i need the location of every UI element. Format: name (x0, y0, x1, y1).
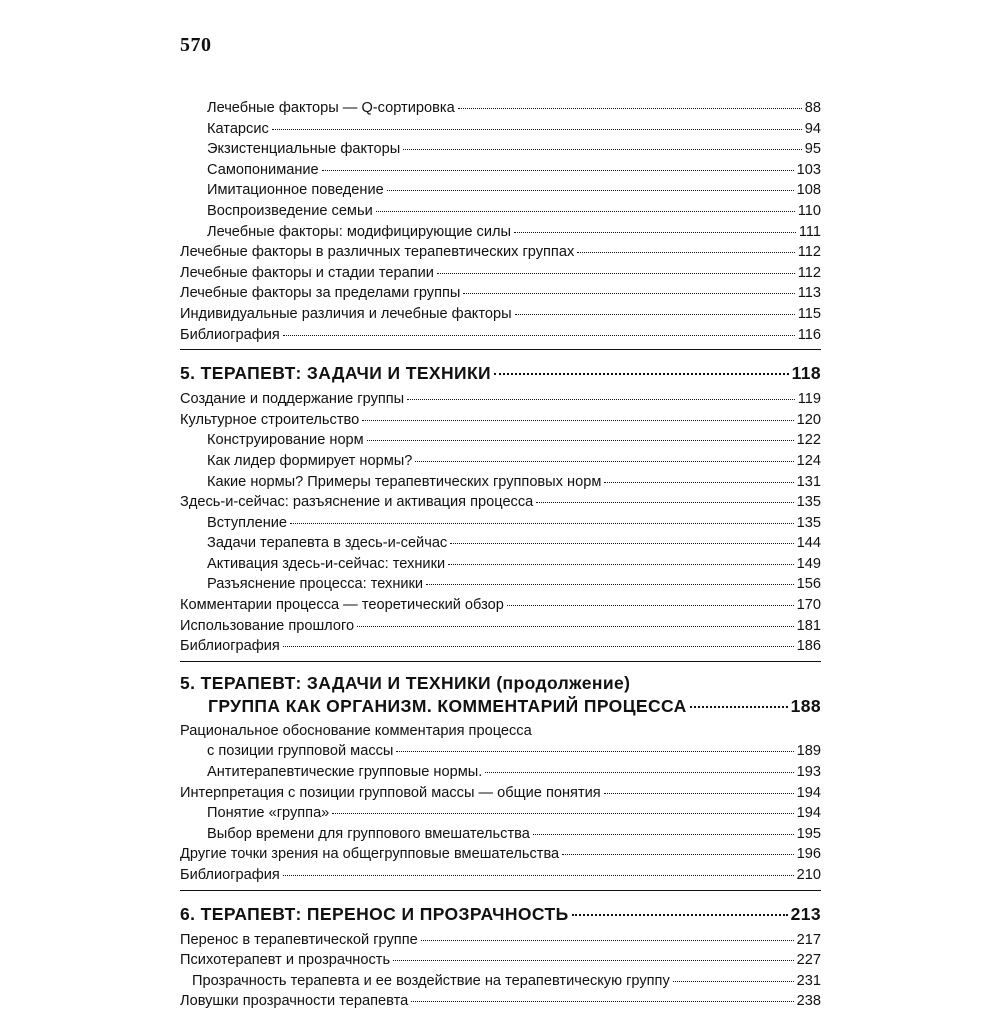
dot-leader (407, 399, 795, 400)
toc-entry-label: Лечебные факторы — Q-сортировка (207, 100, 455, 116)
toc-entry-page: 210 (796, 867, 821, 883)
toc-entry-label: Понятие «группа» (207, 805, 330, 822)
toc-entry-page: 122 (796, 432, 821, 449)
dot-leader (515, 314, 795, 315)
toc-entry-label: Комментарии процесса — теоретический обзор (180, 597, 504, 614)
page-number: 570 (180, 34, 212, 56)
toc-entry-label: Создание и поддержание группы (180, 391, 405, 408)
toc-entry-page: 120 (796, 411, 821, 428)
toc-entry-page: 131 (796, 473, 821, 490)
dot-leader (393, 960, 794, 961)
dot-leader (290, 523, 794, 524)
dot-leader (514, 232, 796, 233)
toc-entry-label: Как лидер формирует нормы? (207, 452, 413, 469)
toc-entry-label: Другие точки зрения на общегрупповые вмешательства (180, 846, 560, 863)
toc-entry-page: 116 (797, 326, 821, 343)
toc-entry-label: Ловушки прозрачности терапевта (180, 993, 409, 1010)
toc-entry (180, 201, 821, 222)
toc-entry-page: 195 (796, 825, 821, 842)
toc-entry-page: 193 (796, 764, 821, 781)
toc-entry (180, 180, 821, 201)
toc-entry-label: Выбор времени для группового вмешательства (207, 825, 530, 842)
toc-entry-label: Разъяснение процесса: техники (207, 576, 424, 593)
chapter-divider (180, 890, 821, 901)
toc-entry-page: 231 (796, 972, 821, 989)
toc-entry (180, 410, 821, 431)
toc-entry-label: Библиография (180, 867, 280, 883)
toc-entry (180, 304, 821, 325)
toc-entry (180, 783, 821, 804)
toc-entry (180, 554, 821, 575)
toc-entry-page: 135 (796, 494, 821, 511)
dot-leader (572, 914, 788, 916)
toc-entry-label: Использование прошлого (180, 617, 355, 634)
toc-entry (180, 741, 821, 762)
toc-entry (180, 389, 821, 410)
toc-entry-page: 238 (796, 993, 821, 1010)
toc-entry-label: Воспроизведение семьи (207, 202, 373, 219)
toc-entry (180, 762, 821, 783)
dot-leader (426, 584, 794, 585)
toc-entry-page: 95 (804, 141, 821, 158)
dot-leader (690, 706, 788, 708)
toc-entry-page: 94 (804, 120, 821, 137)
dot-leader (283, 875, 794, 876)
toc-entry-label: Лечебные факторы: модифицирующие силы (207, 223, 512, 240)
toc-entry-label: Лечебные факторы в различных терапевтических группах (180, 244, 575, 261)
toc-entry-label: Вступление (207, 514, 288, 531)
toc-entry (180, 824, 821, 845)
toc-entry-label: Экзистенциальные факторы (207, 141, 401, 158)
toc-entry-page: 149 (796, 555, 821, 572)
toc-entry-page: 144 (796, 535, 821, 552)
toc-entry (180, 533, 821, 554)
toc-entry (180, 160, 821, 181)
toc-entry-page: 111 (798, 223, 821, 240)
chapter-divider (180, 661, 821, 672)
toc-entry (180, 803, 821, 824)
toc-entry (180, 263, 821, 284)
dot-leader (437, 273, 795, 274)
dot-leader (283, 646, 794, 647)
toc-entry (180, 930, 821, 951)
dot-leader (494, 373, 789, 375)
toc-entry (180, 865, 821, 886)
chapter-divider (180, 349, 821, 360)
dot-leader (485, 772, 793, 773)
dot-leader (450, 543, 793, 544)
dot-leader (362, 420, 793, 421)
dot-leader (411, 1001, 793, 1002)
dot-leader (536, 502, 793, 503)
dot-leader (376, 211, 795, 212)
toc-entry-label: Интерпретация с позиции групповой массы — общие понятия (180, 784, 601, 801)
toc-entry-label: с позиции групповой массы (207, 743, 394, 760)
toc-entry (180, 991, 821, 1012)
toc-entry-page: 217 (796, 931, 821, 948)
toc-entry-page: 88 (804, 100, 821, 116)
toc-entry-label: Катарсис (207, 120, 269, 137)
toc-entry-page: 135 (796, 514, 821, 531)
toc-entry (180, 139, 821, 160)
chapter-heading (180, 360, 821, 386)
chapter-page: 213 (790, 903, 821, 924)
toc-entry-page: 194 (796, 805, 821, 822)
toc-entry-label: Конструирование норм (207, 432, 364, 449)
dot-leader (283, 335, 795, 336)
toc-entry (180, 242, 821, 263)
toc-entry-page: 170 (796, 597, 821, 614)
toc-entry-page: 112 (797, 264, 821, 281)
dot-leader (322, 170, 794, 171)
toc-entry-label: Антитерапевтические групповые нормы. (207, 764, 483, 781)
toc-entry-label: Перенос в терапевтической группе (180, 931, 418, 948)
toc-entry (180, 325, 821, 346)
toc-entry-page: 186 (796, 638, 821, 655)
toc-entry (180, 98, 821, 119)
toc-entry (180, 595, 821, 616)
table-of-contents (180, 98, 821, 1012)
toc-entry (180, 492, 821, 513)
toc-entry (180, 451, 821, 472)
chapter-title-line2 (180, 695, 821, 718)
dot-leader (403, 149, 802, 150)
toc-entry-page: 110 (797, 202, 821, 219)
toc-entry (180, 950, 821, 971)
chapter-title-continued: (продолжение) (496, 672, 631, 693)
dot-leader (458, 108, 802, 109)
toc-entry-label: Имитационное поведение (207, 182, 384, 199)
dot-leader (604, 793, 794, 794)
toc-entry-label: Активация здесь-и-сейчас: техники (207, 555, 446, 572)
toc-entry-label: Здесь-и-сейчас: разъяснение и активация процесса (180, 494, 534, 511)
toc-entry (180, 283, 821, 304)
toc-entry (180, 636, 821, 657)
dot-leader (463, 293, 794, 294)
toc-entry-label: Индивидуальные различия и лечебные факторы (180, 305, 512, 322)
toc-entry-page: 181 (796, 617, 821, 634)
toc-entry-page: 196 (796, 846, 821, 863)
dot-leader (387, 190, 794, 191)
toc-entry-page: 124 (796, 452, 821, 469)
toc-entry-label: Психотерапевт и прозрачность (180, 952, 391, 969)
dot-leader (272, 129, 802, 130)
toc-entry-page: 194 (796, 784, 821, 801)
chapter-page: 188 (790, 695, 821, 716)
dot-leader (604, 482, 793, 483)
toc-entry-label: Задачи терапевта в здесь-и-сейчас (207, 535, 448, 552)
toc-entry (180, 616, 821, 637)
toc-entry-label: Библиография (180, 326, 280, 343)
toc-entry-page: 103 (796, 161, 821, 178)
chapter-heading (180, 901, 821, 927)
dot-leader (332, 813, 793, 814)
dot-leader (562, 854, 793, 855)
dot-leader (507, 605, 794, 606)
toc-entry-page: 115 (797, 305, 821, 322)
toc-entry-label: Какие нормы? Примеры терапевтических групповых норм (207, 473, 602, 490)
dot-leader (357, 626, 794, 627)
toc-entry-label: Лечебные факторы за пределами группы (180, 285, 461, 302)
toc-entry-label: Рациональное обоснование комментария процесса (180, 722, 532, 739)
toc-entry (180, 971, 821, 992)
toc-entry-page: 227 (796, 952, 821, 969)
toc-entry-page: 189 (796, 743, 821, 760)
toc-entry-page: 156 (796, 576, 821, 593)
chapter-title: 5. ТЕРАПЕВТ: ЗАДАЧИ И ТЕХНИКИ (180, 672, 492, 693)
toc-entry-page: 108 (796, 182, 821, 199)
toc-entry (180, 513, 821, 534)
toc-entry-label: Самопонимание (207, 161, 319, 178)
chapter-page: 118 (791, 363, 821, 384)
dot-leader (673, 981, 794, 982)
toc-entry (180, 222, 821, 243)
chapter-title: 5. ТЕРАПЕВТ: ЗАДАЧИ И ТЕХНИКИ (180, 363, 492, 384)
toc-entry-page: 112 (797, 244, 821, 261)
toc-entry-label: Культурное строительство (180, 411, 360, 428)
toc-entry (180, 430, 821, 451)
toc-entry (180, 721, 821, 742)
toc-entry (180, 574, 821, 595)
toc-entry (180, 472, 821, 493)
dot-leader (396, 751, 793, 752)
chapter-title-line1 (180, 672, 821, 695)
toc-entry-label: Библиография (180, 638, 280, 655)
dot-leader (533, 834, 794, 835)
toc-entry (180, 844, 821, 865)
toc-entry-page: 119 (797, 391, 821, 408)
chapter-title: 6. ТЕРАПЕВТ: ПЕРЕНОС И ПРОЗРАЧНОСТЬ (180, 903, 569, 924)
toc-entry-page: 113 (797, 285, 821, 302)
dot-leader (415, 461, 793, 462)
dot-leader (421, 940, 794, 941)
dot-leader (448, 564, 794, 565)
toc-entry-label: Лечебные факторы и стадии терапии (180, 264, 434, 281)
chapter-heading (180, 672, 821, 718)
dot-leader (367, 440, 794, 441)
toc-entry-label: Прозрачность терапевта и ее воздействие на терапевтическую группу (192, 972, 670, 989)
dot-leader (577, 252, 794, 253)
toc-entry (180, 119, 821, 140)
chapter-subtitle: ГРУППА КАК ОРГАНИЗМ. КОММЕНТАРИЙ ПРОЦЕССА (208, 695, 687, 716)
